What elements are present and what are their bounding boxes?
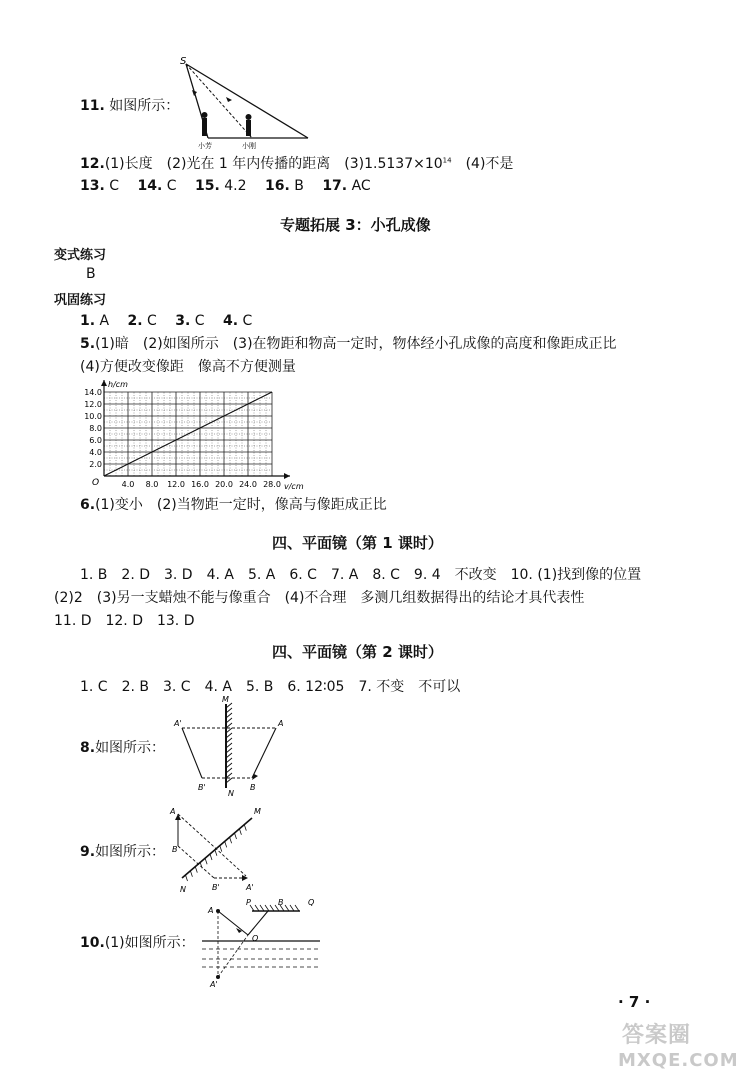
x-tick-label: 16.0 xyxy=(191,480,209,489)
gg5-num: 5. xyxy=(80,336,96,352)
x-tick-label: 24.0 xyxy=(239,480,257,489)
x-tick-label: 8.0 xyxy=(145,480,159,489)
fig8-B1: B' xyxy=(198,783,206,792)
hv-graph xyxy=(74,376,314,492)
y-tick-label: 6.0 xyxy=(89,436,102,445)
q12-num: 12. xyxy=(80,156,105,172)
graph-ylabel: h/cm xyxy=(108,380,128,389)
q13-num: 13. xyxy=(80,178,105,194)
fig8-A1: A' xyxy=(174,719,182,728)
mirror-hatch xyxy=(265,905,269,911)
mirror-hatch xyxy=(270,905,274,911)
gg2-num: 2. xyxy=(127,313,143,329)
mirror-hatch xyxy=(239,829,241,835)
q10-label xyxy=(80,932,195,952)
fig8-A: A xyxy=(278,719,284,728)
mirror-hatch xyxy=(225,841,227,847)
q14-ans: C xyxy=(162,178,177,194)
q8-num: 8. xyxy=(80,740,96,756)
gonggu-heading: 巩固练习 xyxy=(54,293,107,308)
q13-ans: C xyxy=(104,178,120,194)
x-tick-label: 12.0 xyxy=(167,480,185,489)
y-tick-label: 12.0 xyxy=(84,400,102,409)
mirror-hatch xyxy=(290,905,294,911)
gg1-num: 1. xyxy=(80,313,96,329)
graph-origin: O xyxy=(92,478,100,488)
q8-text: 如图所示： xyxy=(95,740,166,756)
q11-num: 11. xyxy=(80,98,105,114)
s3-line1: 1. C 2. B 3. C 4. A 5. B 6. 12∶05 7. 不变 不可以 xyxy=(80,679,461,695)
y-tick-label: 2.0 xyxy=(89,460,102,469)
fig10-A1: A' xyxy=(210,980,218,989)
fig9-B: B xyxy=(172,845,178,854)
fig9-B1: B' xyxy=(212,883,220,892)
x-tick-label: 28.0 xyxy=(263,480,281,489)
q11-label xyxy=(80,95,179,115)
fig11-b-label: 小刚 xyxy=(242,142,256,150)
mirror-hatch xyxy=(210,854,212,860)
mirror-hatch xyxy=(190,871,192,877)
gg6-text: (1)变小 (2)当物距一定时，像高与像距成正比 xyxy=(95,497,387,513)
section2-title: 四、平面镜（第 1 课时） xyxy=(272,534,443,552)
bianshi-heading: 变式练习 xyxy=(54,248,107,263)
mirror-hatch xyxy=(230,837,232,843)
mirror-hatch xyxy=(255,905,259,911)
watermark-url: MXQE.COM xyxy=(618,1050,739,1071)
bianshi-answer: B xyxy=(86,266,96,282)
gg-row1 xyxy=(80,310,252,330)
gg-q5-line1 xyxy=(80,333,617,353)
fig8-M: M xyxy=(222,695,229,704)
section1-title: 专题拓展 3：小孔成像 xyxy=(280,216,431,234)
fig11-a-label: 小芳 xyxy=(198,142,212,150)
page-number: · 7 · xyxy=(618,993,651,1011)
q12-sup: 14 xyxy=(442,156,452,165)
fig9-N: N xyxy=(180,885,186,894)
gg6-num: 6. xyxy=(80,497,96,513)
section3-title: 四、平面镜（第 2 课时） xyxy=(272,643,443,661)
x-tick-label: 20.0 xyxy=(215,480,233,489)
gg4-num: 4. xyxy=(223,313,239,329)
gg1-ans: A xyxy=(95,313,110,329)
y-tick-label: 4.0 xyxy=(89,448,102,457)
fig9-M: M xyxy=(254,807,261,816)
fig10-P: P xyxy=(246,898,251,907)
mirror-hatch xyxy=(205,858,207,864)
mirror-hatch xyxy=(285,905,289,911)
q17-num: 17. xyxy=(322,178,348,194)
fig8-N: N xyxy=(228,789,234,798)
q11-text: 如图所示： xyxy=(109,98,180,114)
x-tick-label: 4.0 xyxy=(121,480,135,489)
q17-ans: AC xyxy=(347,178,371,194)
mirror-hatch xyxy=(220,846,222,852)
gg-q6-line xyxy=(80,494,387,514)
q13-17-line xyxy=(80,175,371,195)
figure-10 xyxy=(196,893,326,993)
figure-9 xyxy=(166,800,276,896)
mirror-hatch xyxy=(295,905,299,911)
gg3-num: 3. xyxy=(175,313,191,329)
fig10-B: B xyxy=(278,898,284,907)
q12-tail: (4)不是 xyxy=(451,156,514,172)
fig11-s-label: S xyxy=(180,56,187,67)
q12-line xyxy=(80,153,513,173)
q9-text: 如图所示： xyxy=(95,844,166,860)
mirror-hatch xyxy=(235,833,237,839)
fig9-A1: A' xyxy=(246,883,254,892)
mirror-hatch xyxy=(244,825,246,831)
fig9-A: A xyxy=(170,807,176,816)
q14-num: 14. xyxy=(137,178,163,194)
gg-q5-line2: (4)方便改变像距 像高不方便测量 xyxy=(80,359,296,375)
q10-text: (1)如图所示： xyxy=(104,935,195,951)
figure-11 xyxy=(168,52,318,152)
q12-text: (1)长度 (2)光在 1 年内传播的距离 (3)1.5137×10 xyxy=(104,156,443,172)
graph-xlabel: v/cm xyxy=(284,482,304,491)
fig10-O: O xyxy=(252,934,259,943)
mirror-hatch xyxy=(195,867,197,873)
q16-ans: B xyxy=(289,178,304,194)
y-tick-label: 8.0 xyxy=(89,424,102,433)
s2-line3: 11. D 12. D 13. D xyxy=(54,613,195,629)
s2-line2: (2)2 (3)另一支蜡烛不能与像重合 (4)不合理 多测几组数据得出的结论才具代表性 xyxy=(54,590,585,606)
fig10-A: A xyxy=(208,906,214,915)
gg4-ans: C xyxy=(238,313,253,329)
q15-num: 15. xyxy=(195,178,220,194)
q8-label xyxy=(80,737,165,757)
mirror-hatch xyxy=(215,850,217,856)
q9-num: 9. xyxy=(80,844,96,860)
gg5-text: (1)暗 (2)如图所示 (3)在物距和物高一定时，物体经小孔成像的高度和像距成正比 xyxy=(95,336,617,352)
mirror-hatch xyxy=(260,905,264,911)
q10-num: 10. xyxy=(80,935,105,951)
y-tick-label: 10.0 xyxy=(84,412,102,421)
q16-num: 16. xyxy=(264,178,290,194)
gg3-ans: C xyxy=(190,313,205,329)
mirror-hatch xyxy=(186,875,188,881)
fig10-Q: Q xyxy=(308,898,315,907)
watermark-logo: 答案圈 xyxy=(622,1023,692,1048)
gg2-ans: C xyxy=(142,313,157,329)
q9-label xyxy=(80,841,165,861)
q15-ans: 4.2 xyxy=(219,178,247,194)
s2-line1: 1. B 2. D 3. D 4. A 5. A 6. C 7. A 8. C 9. 4 不改变 10. (1)找到像的位置 xyxy=(80,567,642,583)
y-tick-label: 14.0 xyxy=(84,388,102,397)
fig8-B: B xyxy=(250,783,256,792)
figure-8 xyxy=(166,694,296,798)
